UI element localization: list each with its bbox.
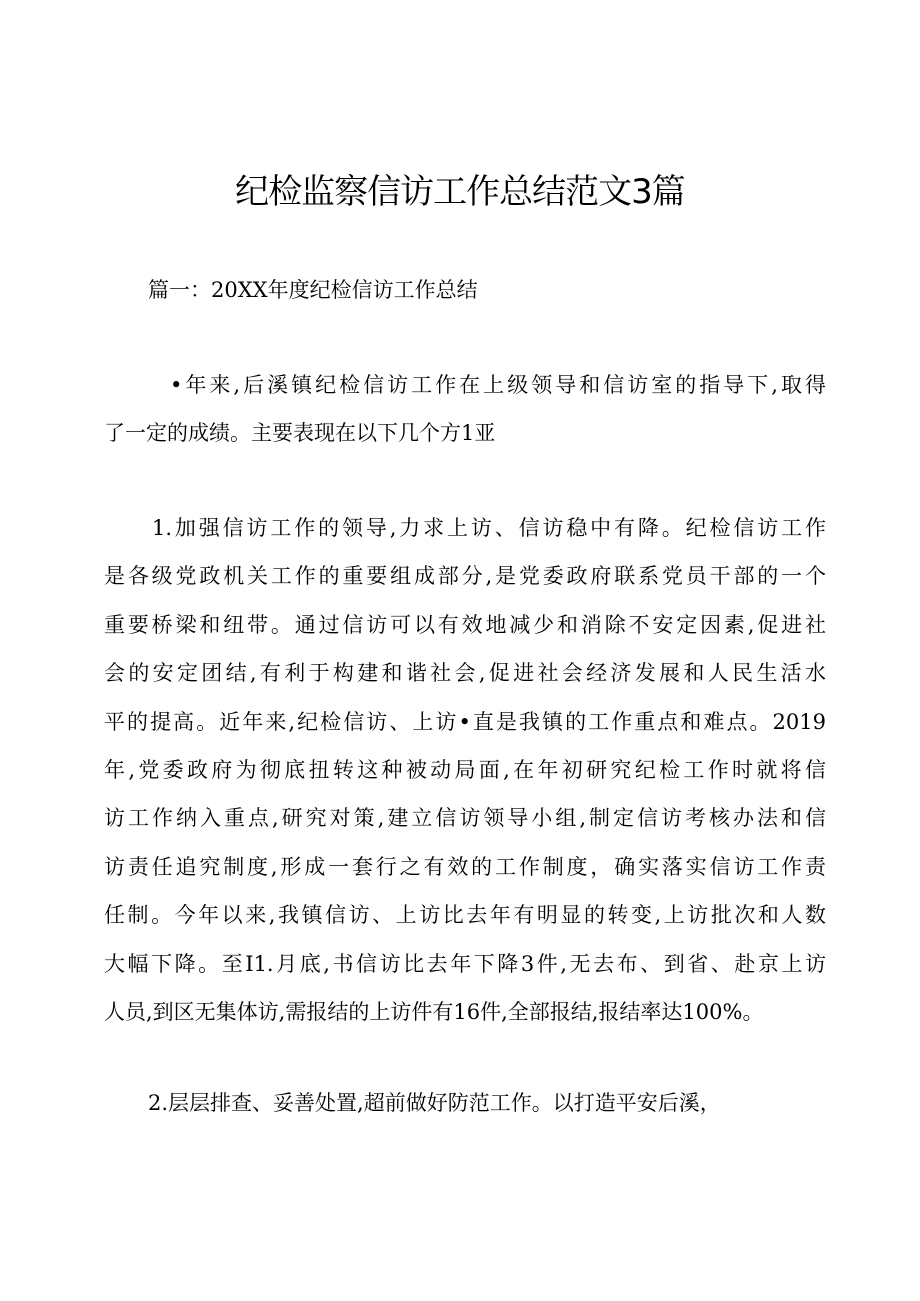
paragraph-line: 平的提高。近年来,纪检信访、上访•直是我镇的工作重点和难点。2019 xyxy=(104,709,826,734)
paragraph-line: 人员,到区无集体访,需报结的上访件有16件,全部报结,报结率达100%。 xyxy=(104,999,764,1024)
paragraph-line: 访工作纳入重点,研究对策,建立信访领导小组,制定信访考核办法和信 xyxy=(104,806,826,831)
section-heading: 篇一：20XX年度纪检信访工作总结 xyxy=(148,278,478,302)
document-title: 纪检监察信访工作总结范文3篇 xyxy=(235,172,685,212)
point-1-paragraph xyxy=(104,504,826,1036)
paragraph-line: 重要桥梁和纽带。通过信访可以有效地减少和消除不安定因素,促进社 xyxy=(104,612,826,637)
paragraph-line: 了一定的成绩。主要表现在以下几个方1亚 xyxy=(104,421,496,446)
paragraph-line: •年来,后溪镇纪检信访工作在上级领导和信访室的指导下,取得 xyxy=(170,373,826,397)
paragraph-line: 年,党委政府为彻底扭转这种被动局面,在年初研究纪检工作时就将信 xyxy=(104,757,826,782)
intro-paragraph xyxy=(104,361,826,458)
paragraph-line: 任制。今年以来,我镇信访、上访比去年有明显的转变,上访批次和人数 xyxy=(104,903,826,928)
paragraph-line: 是各级党政机关工作的重要组成部分,是党委政府联系党员干部的一个 xyxy=(104,564,826,589)
paragraph-line: 大幅下降。至I1.月底,书信访比去年下降3件,无去布、到省、赴京上访 xyxy=(104,951,826,976)
paragraph-line: 2.层层排查、妥善处置,超前做好防范工作。以打造平安后溪， xyxy=(148,1091,721,1115)
paragraph-line: 访责任追究制度,形成一套行之有效的工作制度，确实落实信访工作责 xyxy=(104,854,826,879)
paragraph-line: 1.加强信访工作的领导,力求上访、信访稳中有降。纪检信访工作 xyxy=(152,516,826,540)
point-2-paragraph xyxy=(104,1079,826,1127)
paragraph-line: 会的安定团结,有利于构建和谐社会,促进社会经济发展和人民生活水 xyxy=(104,661,826,686)
